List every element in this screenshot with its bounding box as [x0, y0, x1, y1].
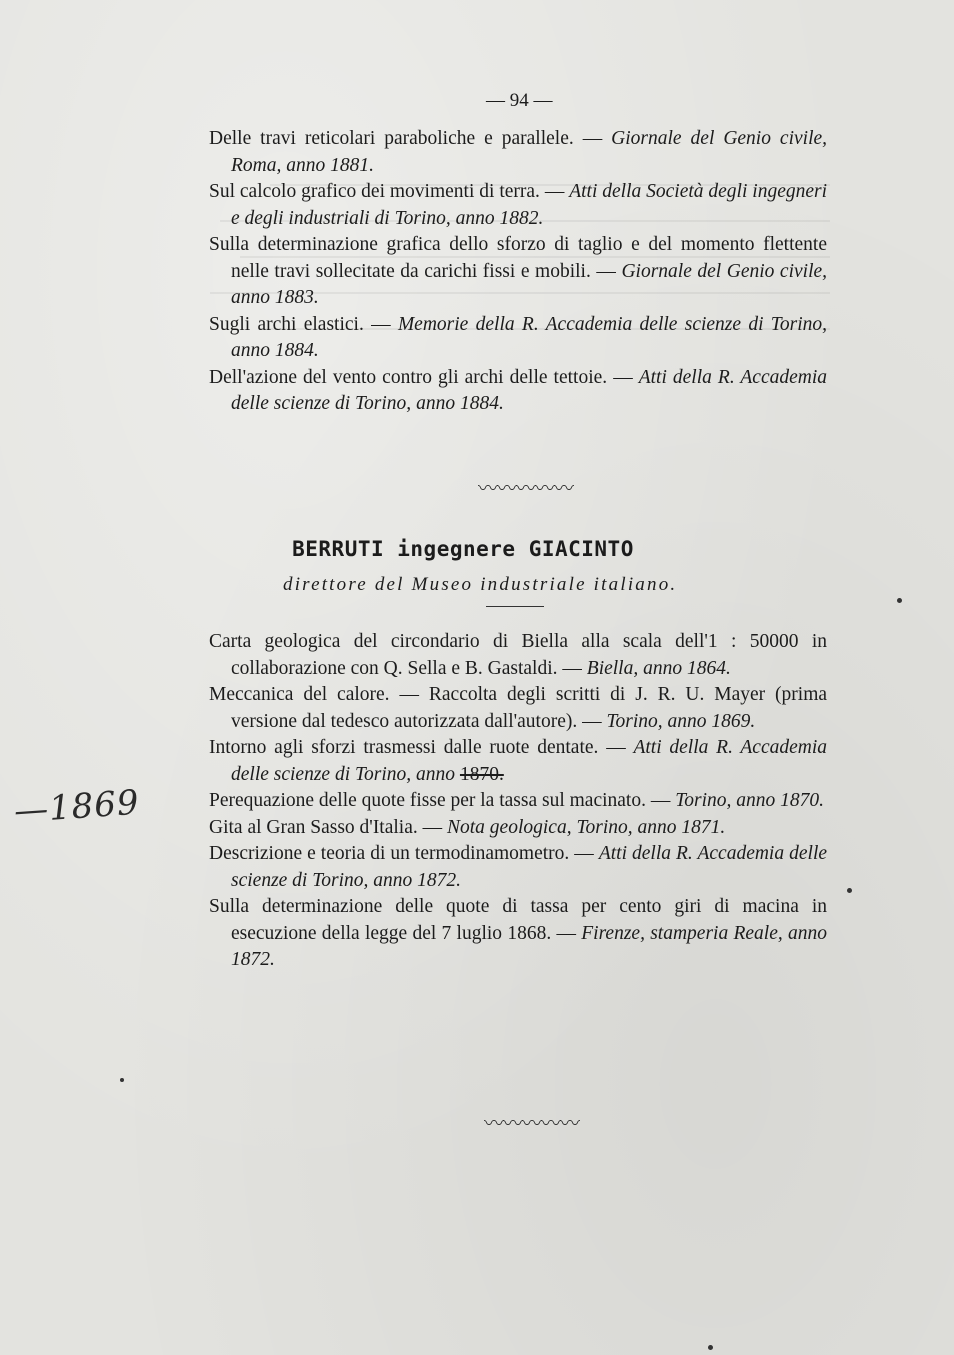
- bibliography-entry: [209, 179, 827, 232]
- entry-title: Sulla determinazione delle quote di tassa per cento giri di macina in esecuzione della legge del 7 luglio 1868.: [209, 896, 827, 944]
- entry-title: Gita al Gran Sasso d'Italia.: [209, 816, 418, 838]
- bibliography-entry: [209, 126, 827, 179]
- bibliography-entry: [209, 894, 827, 974]
- entry-year: anno 1870.: [736, 790, 825, 811]
- entry-year: anno 1872.: [373, 869, 462, 891]
- entry-title: Delle travi reticolari paraboliche e parallele.: [209, 128, 574, 149]
- entry-title: Sulla determinazione grafica dello sforzo di taglio e del momento flettente nelle travi sollecitate da carichi fissi e mobili.: [209, 234, 827, 282]
- entry-year: anno 1872.: [231, 922, 828, 970]
- entry-dash: —: [574, 843, 594, 864]
- entry-dash: —: [399, 684, 419, 705]
- ink-speck: [897, 598, 902, 603]
- entry-dash: —: [544, 181, 565, 202]
- entry-year: anno 1882.: [455, 207, 544, 229]
- first-author-bibliography: [209, 126, 827, 418]
- entry-title: Meccanica del calore.: [209, 684, 390, 705]
- entry-year: anno 1884.: [231, 340, 319, 361]
- ink-speck: [120, 1078, 124, 1082]
- entry-source: Nota geologica, Torino,: [447, 816, 633, 838]
- entry-source: Atti della R. Accademia delle scienze di Torino, anno: [231, 737, 828, 785]
- author-name: BERRUTI ingegnere GIACINTO: [292, 537, 634, 561]
- bibliography-entry: [209, 735, 827, 788]
- entry-source: Atti della R. Accademia delle scienze di Torino,: [231, 366, 828, 414]
- entry-title: Sugli archi elastici.: [209, 313, 364, 335]
- section-ornament-bottom: 〰〰〰〰〰: [484, 1113, 579, 1135]
- entry-source: Torino,: [675, 790, 732, 811]
- entry-title: Intorno agli sforzi trasmessi dalle ruote dentate.: [209, 737, 599, 758]
- entry-dash: —: [371, 313, 391, 335]
- entry-year: anno 1881.: [286, 154, 374, 176]
- entry-title: Sul calcolo grafico dei movimenti di terra.: [209, 181, 540, 202]
- second-author-bibliography: [209, 629, 827, 974]
- entry-title: Carta geologica del circondario di Biella alla scala dell'1 : 50000 in collaborazione con Q. Sella e B. Gastaldi.: [209, 631, 827, 679]
- entry-dash: —: [556, 922, 576, 944]
- entry-dash: —: [582, 128, 603, 149]
- bibliography-entry: [209, 232, 827, 312]
- entry-source: Firenze, stamperia Reale,: [581, 922, 783, 944]
- bibliography-entry: [209, 788, 827, 815]
- entry-year: anno 1864.: [643, 657, 731, 679]
- entry-title: Dell'azione del vento contro gli archi delle tettoie.: [209, 366, 608, 388]
- entry-dash: —: [650, 790, 671, 811]
- handwritten-margin-note: —1869: [12, 782, 141, 832]
- entry-dash: —: [562, 657, 582, 679]
- author-heading: [0, 537, 954, 561]
- entry-source: Memorie della R. Accademia delle scienze di Torino,: [397, 313, 827, 335]
- entry-source: Atti della R. Accademia delle scienze di Torino,: [231, 843, 828, 891]
- entry-source: Raccolta degli scritti di J. R. U. Mayer (prima versione dal tedesco autorizzata dall'autore).: [231, 684, 828, 732]
- entry-dash: —: [596, 260, 616, 282]
- section-ornament: 〰〰〰〰〰: [478, 478, 573, 500]
- entry-year: Torino, anno 1869.: [606, 710, 756, 732]
- entry-dash: —: [582, 710, 602, 732]
- entry-source: Biella,: [586, 657, 639, 679]
- heading-rule: [486, 606, 544, 607]
- entry-year: anno 1883.: [231, 287, 319, 308]
- entry-dash: —: [422, 816, 443, 838]
- page-number: — 94 —: [486, 90, 553, 111]
- bibliography-entry: [209, 312, 827, 365]
- entry-title: Perequazione delle quote fisse per la tassa sul macinato.: [209, 790, 646, 811]
- entry-year: anno 1884.: [416, 393, 504, 414]
- bibliography-entry: [209, 365, 827, 418]
- entry-year-struck: 1870.: [459, 763, 504, 785]
- entry-title: Descrizione e teoria di un termodinamometro.: [209, 843, 570, 864]
- entry-dash: —: [606, 737, 626, 758]
- entry-dash: —: [613, 366, 633, 388]
- author-subtitle: direttore del Museo industriale italiano.: [283, 574, 678, 595]
- bibliography-entry: [209, 682, 827, 735]
- bibliography-entry: [209, 841, 827, 894]
- ink-speck: [708, 1345, 713, 1350]
- ink-speck: [847, 888, 852, 893]
- entry-year: anno 1871.: [637, 816, 726, 838]
- bibliography-entry: [209, 629, 827, 682]
- bibliography-entry: [209, 815, 827, 842]
- entry-source: Giornale del Genio civile,: [621, 260, 828, 282]
- entry-source: Giornale del Genio civile, Roma,: [231, 128, 828, 176]
- entry-source: Atti della Società degli ingegneri e degli industriali di Torino,: [231, 181, 828, 229]
